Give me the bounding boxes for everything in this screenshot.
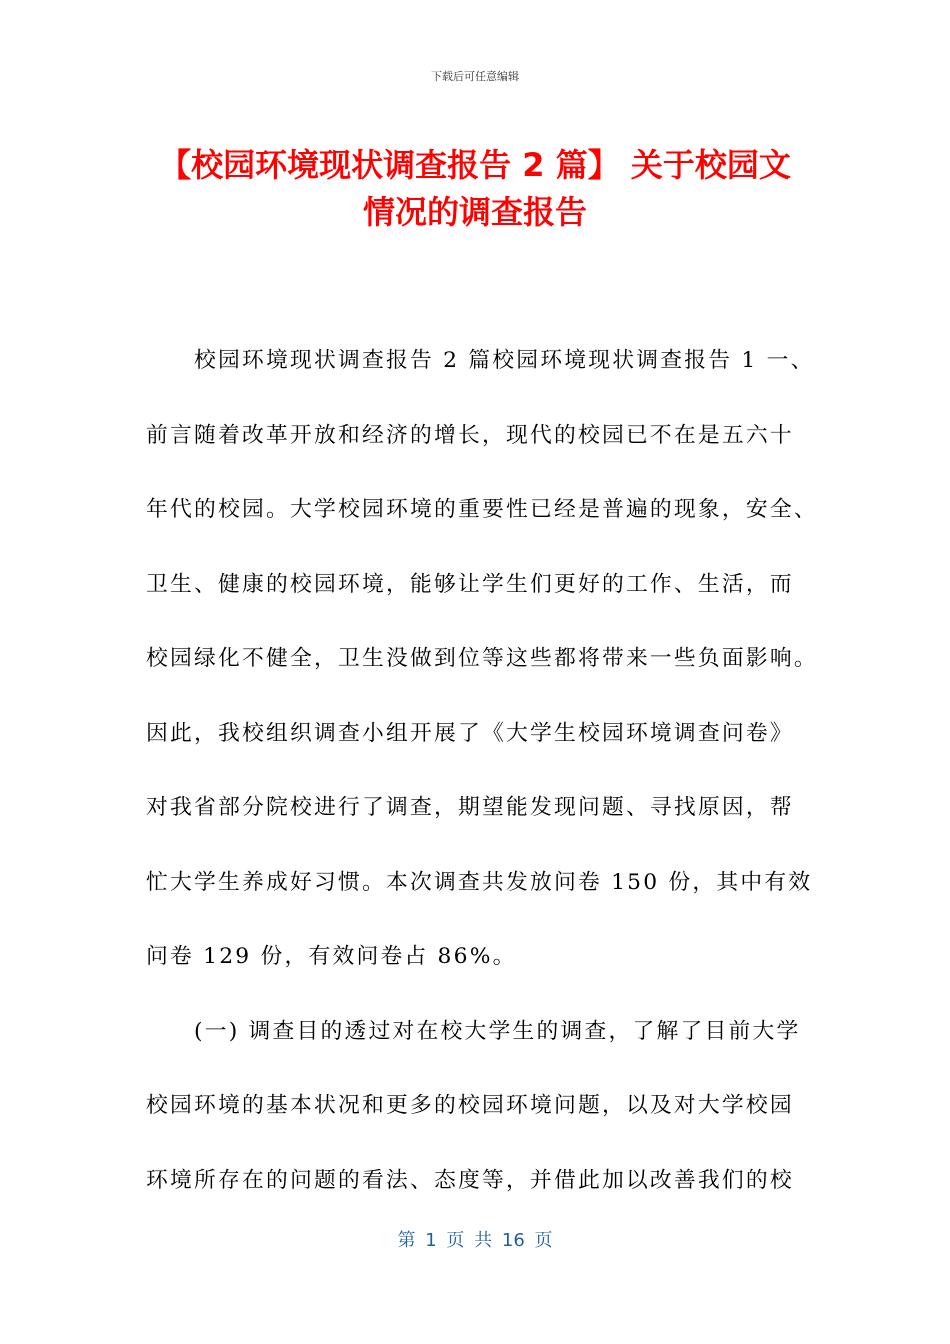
text-line: 忙大学生养成好习惯。本次调查共发放问卷 150 份，其中有效 [146,869,813,895]
text-line: 卫生、健康的校园环境，能够让学生们更好的工作、生活，而 [146,571,794,597]
paragraph-1 [146,324,818,995]
title-line-1: 【校园环境现状调查报告 2 篇】 关于校园文 [159,146,791,184]
footer-current-page: 1 [425,1230,437,1251]
text-line: 校园环境的基本状况和更多的校园环境问题，以及对大学校园 [146,1093,794,1118]
text-line: 校园环境现状调查报告 2 篇校园环境现状调查报告 1 一、 [194,348,815,373]
footer-middle: 页 共 [446,1230,493,1251]
text-line: 前言随着改革开放和经济的增长，现代的校园已不在是五六十 [146,422,794,448]
footer-total-pages: 16 [501,1230,525,1251]
footer-suffix: 页 [534,1230,553,1251]
text-line: (一) 调查目的透过对在校大学生的调查，了解了目前大学 [194,1018,801,1044]
text-line: 环境所存在的问题的看法、态度等，并借此加以改善我们的校 [146,1167,794,1193]
text-line: 年代的校园。大学校园环境的重要性已经是普遍的现象，安全、 [146,497,818,522]
page-footer [0,1226,950,1252]
text-line: 问卷 129 份，有效问卷占 86%。 [146,944,517,969]
document-title [120,142,830,236]
document-body [146,324,818,1218]
text-line: 校园绿化不健全，卫生没做到位等这些都将带来一些负面影响。 [146,646,818,671]
text-line: 对我省部分院校进行了调查，期望能发现问题、寻找原因，帮 [146,795,794,820]
title-line-2: 情况的调查报告 [362,193,587,231]
footer-prefix: 第 [397,1230,416,1251]
page-header-note: 下载后可任意编辑 [431,70,519,83]
text-line: 因此，我校组织调查小组开展了《大学生校园环境调查问卷》 [146,720,794,746]
paragraph-2 [146,995,810,1219]
